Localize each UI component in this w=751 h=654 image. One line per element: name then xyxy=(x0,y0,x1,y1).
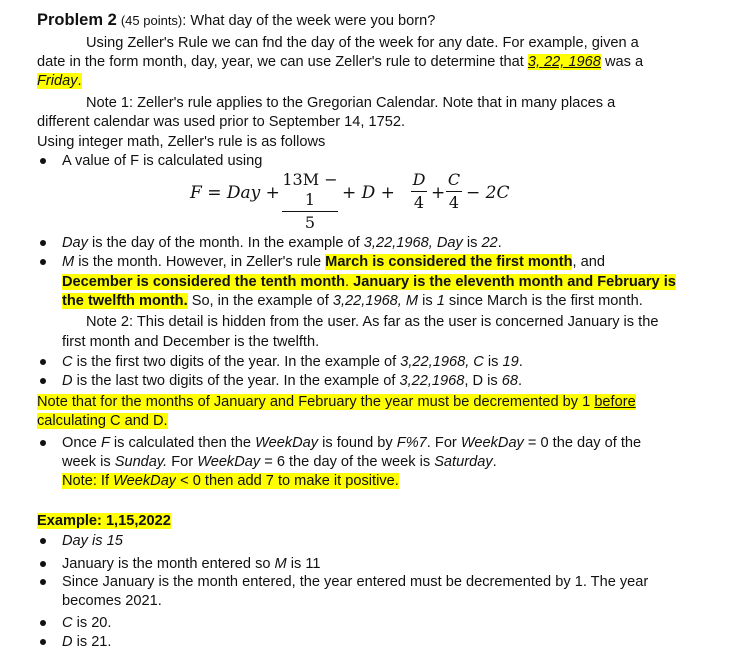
note3-before: before xyxy=(594,394,636,410)
note2-line-2: first month and December is the twelfth. xyxy=(62,334,320,350)
problem-title xyxy=(37,11,435,30)
example-date: 3, 22, 1968 xyxy=(527,54,601,70)
formula-intro: A value of F is calculated using xyxy=(62,153,263,169)
bullet-icon xyxy=(40,158,46,164)
problem-question: : What day of the week were you born? xyxy=(182,13,436,29)
example-item-c: C is 20. xyxy=(62,615,112,631)
bullet-month-line-3: the twelfth month. So, in the example of 3,22,1968, M is 1 since March is the first month. xyxy=(62,293,643,309)
bullet-month-line-2: December is considered the tenth month. January is the eleventh month and February is xyxy=(62,274,676,290)
example-day: Friday xyxy=(37,73,78,89)
bullet-century: C is the first two digits of the year. In the example of 3,22,1968, C is 19. xyxy=(62,354,523,370)
fraction-c-4: C 4 xyxy=(447,170,461,212)
note3-line-1: Note that for the months of January and February the year must be decremented by 1 before xyxy=(37,394,636,410)
problem-points: (45 points) xyxy=(120,13,183,28)
weekday-line-2: week is Sunday. For WeekDay = 6 the day of the week is Saturday. xyxy=(62,454,497,470)
example-item-year-line-2: becomes 2021. xyxy=(62,593,162,609)
fraction-d-4: D 4 xyxy=(412,170,426,212)
bullet-icon xyxy=(40,359,46,365)
weekday-line-1: Once F is calculated then the WeekDay is found by F%7. For WeekDay = 0 the day of the xyxy=(62,435,642,451)
problem-label: Problem 2 xyxy=(37,11,117,29)
note2-line-1: Note 2: This detail is hidden from the user. As far as the user is concerned January is the xyxy=(86,314,659,330)
bullet-year: D is the last two digits of the year. In the example of 3,22,1968, D is 68. xyxy=(62,373,522,389)
highlight-january-eleventh: January is the eleventh month and February is xyxy=(353,274,676,290)
bullet-icon xyxy=(40,240,46,246)
example-heading: Example: 1,15,2022 xyxy=(37,513,171,529)
intro-line-1: Using Zeller's Rule we can fnd the day of the week for any date. For example, given a xyxy=(86,35,639,51)
fraction-13m: 13M − 1 5 xyxy=(282,170,338,232)
intro-line-3: Friday. xyxy=(37,73,82,89)
bullet-icon xyxy=(40,259,46,265)
bullet-month-line-1: M is the month. However, in Zeller's rule March is considered the first month, and xyxy=(62,254,605,270)
note1-line-1: Note 1: Zeller's rule applies to the Gregorian Calendar. Note that in many places a xyxy=(86,95,616,111)
formula-tail: − 2C xyxy=(466,183,510,203)
bullet-icon xyxy=(40,538,46,544)
note1-line-2: different calendar was used prior to September 14, 1752. xyxy=(37,114,406,130)
note1-line-3: Using integer math, Zeller's rule is as follows xyxy=(37,134,326,150)
intro-line-2: date in the form month, day, year, we can use Zeller's rule to determine that 3, 22, 1968 was a xyxy=(37,54,644,70)
example-item-month: January is the month entered so M is 11 xyxy=(62,556,321,572)
highlight-december-tenth: December is considered the tenth month xyxy=(62,274,346,290)
highlight-march-first: March is considered the first month xyxy=(325,254,573,270)
bullet-icon xyxy=(40,579,46,585)
bullet-icon xyxy=(40,639,46,645)
note3-line-2: calculating C and D. xyxy=(37,413,168,429)
example-item-d: D is 21. xyxy=(62,634,112,650)
bullet-icon xyxy=(40,378,46,384)
bullet-icon xyxy=(40,561,46,567)
weekday-note: Note: If WeekDay < 0 then add 7 to make it positive. xyxy=(62,473,399,489)
formula-mid: + D + xyxy=(342,183,395,203)
bullet-day: Day is the day of the month. In the example of 3,22,1968, Day is 22. xyxy=(62,235,502,251)
example-item-day: Day is 15 xyxy=(62,533,123,549)
formula-lhs: F = Day + xyxy=(190,183,280,203)
bullet-icon xyxy=(40,620,46,626)
example-item-year-line-1: Since January is the month entered, the year entered must be decremented by 1. The year xyxy=(62,574,649,590)
formula-plus: + xyxy=(431,183,446,203)
bullet-icon xyxy=(40,440,46,446)
highlight-february-twelfth: the twelfth month. xyxy=(62,293,188,309)
